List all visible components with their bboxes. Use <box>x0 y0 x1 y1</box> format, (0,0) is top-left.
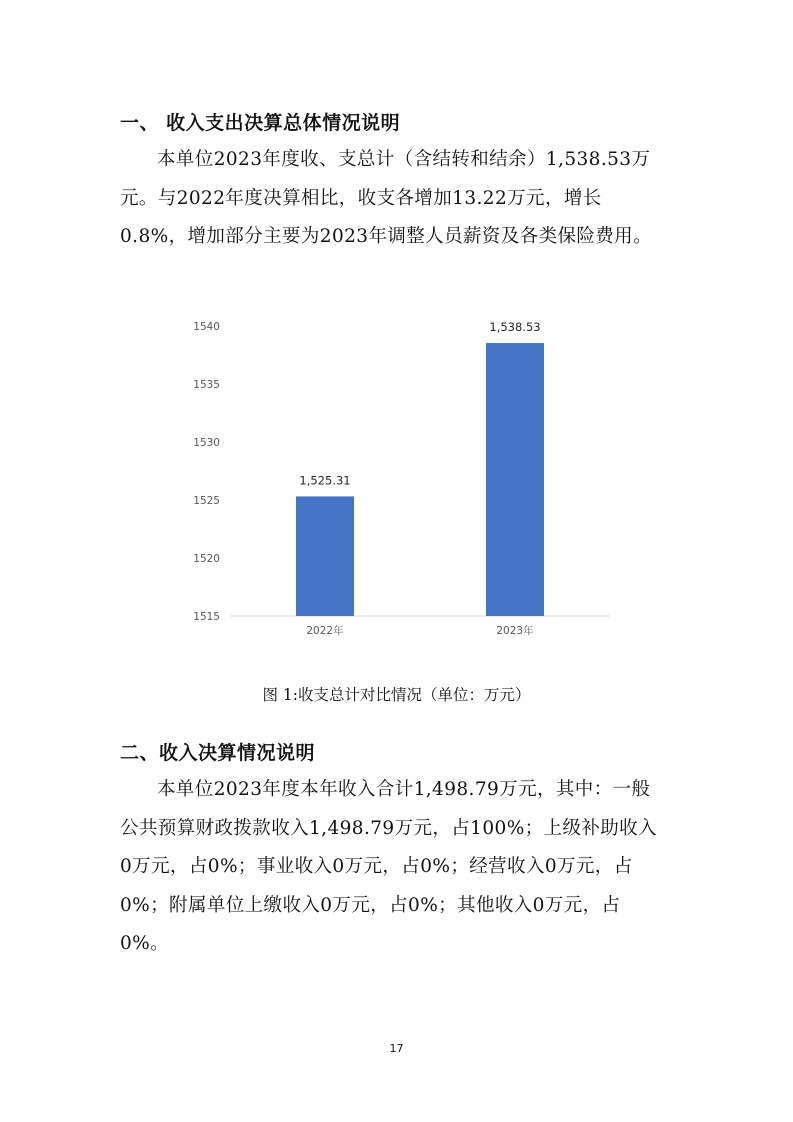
section2-paragraph: 本单位2023年度本年收入合计1,498.79万元，其中：一般公共预算财政拨款收入1,498.79万元，占100%；上级补助收入0万元，占0%；事业收入0万元，占0%；经营收入0万元，占0%；附属单位上缴收入0万元，占0%；其他收入0万元，占0%。 <box>120 779 657 954</box>
bar-2022年 <box>296 496 354 616</box>
figure-caption: 图 1:收支总计对比情况（单位：万元） <box>262 686 531 704</box>
y-tick-label: 1515 <box>193 611 220 623</box>
y-tick-label: 1540 <box>193 321 220 333</box>
y-tick-label: 1535 <box>193 379 220 391</box>
section1-heading: 一、 收入支出决算总体情况说明 <box>120 112 401 134</box>
page-number: 17 <box>389 1042 404 1055</box>
y-tick-label: 1525 <box>193 495 220 507</box>
y-tick-label: 1530 <box>193 437 220 449</box>
bar-data-label: 1,525.31 <box>299 473 351 488</box>
income-expense-bar-chart <box>180 310 620 650</box>
x-tick-label: 2023年 <box>496 625 534 637</box>
section2-heading: 二、收入决算情况说明 <box>120 742 316 764</box>
y-tick-label: 1520 <box>193 553 220 565</box>
section1-paragraph: 本单位2023年度收、支总计（含结转和结余）1,538.53万元。与2022年度决算相比，收支各增加13.22万元，增长0.8%，增加部分主要为2023年调整人员薪资及各类保险费用。 <box>120 149 652 247</box>
bar-2023年 <box>486 343 544 616</box>
x-tick-label: 2022年 <box>306 625 344 637</box>
bar-data-label: 1,538.53 <box>489 320 541 335</box>
